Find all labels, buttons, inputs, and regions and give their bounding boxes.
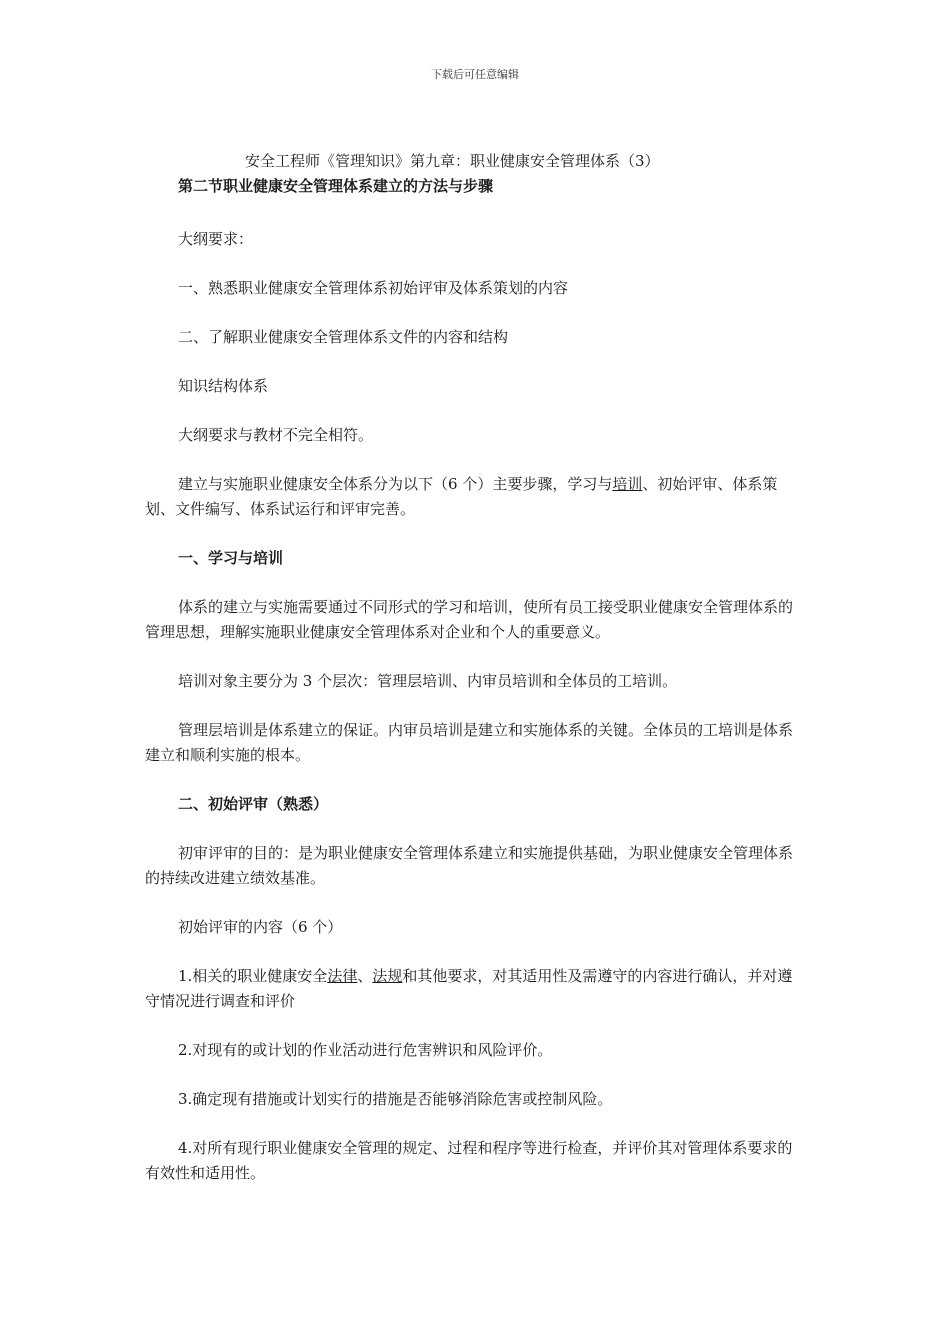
outline-note: 大纲要求与教材不完全相符。 — [178, 426, 374, 444]
steps-intro-paragraph — [145, 472, 805, 522]
item1-text-rest: 和其他要求，对其适用性及需遵守的内容进行确认，并对遵守情况进行调查和评价 — [145, 967, 793, 1010]
part2-heading: 二、初始评审（熟悉） — [178, 795, 329, 813]
section-heading: 第二节职业健康安全管理体系建立的方法与步骤 — [178, 177, 494, 195]
part1-paragraph-1: 体系的建立与实施需要通过不同形式的学习和培训，使所有员工接受职业健康安全管理体系的管理思想，理解实施职业健康安全管理体系对企业和个人的重要意义。 — [145, 598, 794, 641]
steps-intro-text: 建立与实施职业健康安全体系分为以下（6 个）主要步骤，学习与 — [178, 475, 613, 493]
outline-item-1: 一、熟悉职业健康安全管理体系初始评审及体系策划的内容 — [178, 279, 569, 297]
item1-separator: 、 — [357, 967, 373, 985]
document-body — [145, 174, 805, 1210]
part1-heading: 一、学习与培训 — [178, 549, 284, 567]
page-header-note: 下载后可任意编辑 — [431, 68, 519, 81]
part2-item-4: 4.对所有现行职业健康安全管理的规定、过程和程序等进行检查，并评价其对管理体系要求的有效性和适用性。 — [145, 1139, 793, 1182]
part1-paragraph-3: 管理层培训是体系建立的保证。内审员培训是建立和实施体系的关键。全体员的工培训是体系建立和顺利实施的根本。 — [145, 721, 794, 764]
part1-paragraph-2: 培训对象主要分为 3 个层次：管理层培训、内审员培训和全体员的工培训。 — [178, 672, 678, 690]
steps-intro-text-rest: 、初始评审、体系策划、文件编写、体系试运行和评审完善。 — [145, 475, 778, 518]
knowledge-structure-label: 知识结构体系 — [178, 377, 269, 395]
part2-item-2: 2.对现有的或计划的作业活动进行危害辨识和风险评价。 — [178, 1041, 553, 1059]
part2-item-1 — [145, 964, 805, 1014]
regulation-link[interactable]: 法规 — [372, 967, 403, 985]
part2-item-3: 3.确定现有措施或计划实行的措施是否能够消除危害或控制风险。 — [178, 1090, 613, 1108]
training-link[interactable]: 培训 — [612, 475, 643, 493]
part2-content-label: 初始评审的内容（6 个） — [178, 918, 343, 936]
law-link[interactable]: 法律 — [327, 967, 358, 985]
outline-label: 大纲要求： — [178, 230, 254, 248]
item1-text: 1.相关的职业健康安全 — [178, 967, 328, 985]
document-title: 安全工程师《管理知识》第九章：职业健康安全管理体系（3） — [245, 152, 660, 170]
part2-purpose: 初审评审的目的：是为职业健康安全管理体系建立和实施提供基础，为职业健康安全管理体系的持续改进建立绩效基准。 — [145, 844, 794, 887]
outline-item-2: 二、了解职业健康安全管理体系文件的内容和结构 — [178, 328, 509, 346]
